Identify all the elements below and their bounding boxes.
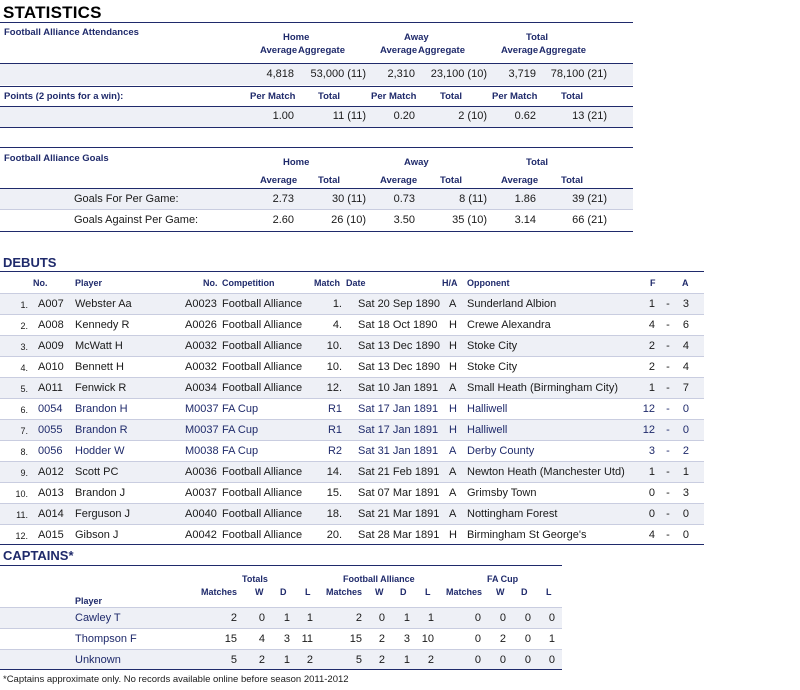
captains-player-header: Player [75, 596, 103, 606]
debut-player: Fenwick R [75, 382, 127, 394]
away-points-per-match: 0.20 [393, 110, 415, 122]
divider [0, 544, 704, 545]
away-per-match-header: Per Match [371, 91, 417, 102]
debut-comp: Football Alliance [222, 298, 303, 310]
goals-away-header: Away [404, 157, 429, 168]
table-row [0, 377, 704, 399]
debut-no: A011 [38, 382, 63, 394]
debut-match: 14. [326, 466, 342, 478]
debut-f: 0 [648, 508, 655, 520]
away-points-total: 2 (10) [458, 110, 487, 122]
debut-comp: FA Cup [222, 424, 259, 436]
debut-date: Sat 13 Dec 1890 [358, 340, 440, 352]
home-total-header: Total [318, 91, 340, 102]
debut-opp: Birmingham St George's [467, 529, 587, 541]
totals-group-header: Totals [242, 574, 268, 584]
debut-ha: H [449, 529, 457, 541]
captains-title: CAPTAINS* [3, 548, 74, 563]
debut-no: 0056 [38, 445, 63, 457]
debut-dash: - [666, 466, 670, 478]
debut-match: R1 [327, 403, 342, 415]
debut-f: 2 [648, 361, 655, 373]
col-no: No. [33, 278, 48, 288]
debut-ha: A [449, 508, 457, 520]
cup-w-header: W [496, 587, 505, 597]
captain-fa-l: 10 [421, 633, 434, 645]
divider [0, 271, 704, 272]
captain-cup-matches: 0 [474, 633, 481, 645]
totals-d-header: D [280, 587, 287, 597]
captain-t-matches: 2 [230, 612, 237, 624]
debut-a: 0 [682, 508, 689, 520]
captain-cup-matches: 0 [474, 612, 481, 624]
goals-total-header: Total [526, 157, 548, 168]
debut-ha: H [449, 424, 457, 436]
debut-mno: A0037 [185, 487, 217, 499]
debut-ha: A [449, 487, 457, 499]
debut-a: 3 [682, 487, 689, 499]
captain-player: Unknown [75, 654, 121, 666]
debut-a: 6 [682, 319, 689, 331]
goals-against-total-total: 66 (21) [572, 214, 607, 226]
goals-against-label: Goals Against Per Game: [74, 214, 199, 226]
debut-ha: H [449, 319, 457, 331]
home-agg: 53,000 (11) [310, 68, 366, 80]
debut-opp: Newton Heath (Manchester Utd) [467, 466, 625, 478]
debut-no: A014 [38, 508, 64, 520]
goals-for-away-total: 8 (11) [459, 193, 487, 205]
captain-t-d: 3 [283, 633, 290, 645]
debut-f: 1 [648, 298, 655, 310]
debut-idx: 12. [15, 531, 28, 541]
total-points-total: 13 (21) [572, 110, 607, 122]
table-row [0, 335, 704, 357]
col-date: Date [346, 278, 366, 288]
goals-total-avg-header: Average [501, 175, 539, 186]
debut-no: A013 [38, 487, 64, 499]
divider [0, 209, 633, 210]
captain-cup-l: 1 [548, 633, 555, 645]
debut-date: Sat 20 Sep 1890 [358, 298, 440, 310]
goals-for-away-avg: 0.73 [393, 193, 415, 205]
col-player: Player [75, 278, 103, 288]
captain-cup-l: 0 [548, 654, 555, 666]
debut-opp: Halliwell [467, 403, 508, 415]
debut-dash: - [666, 529, 670, 541]
divider [0, 231, 633, 232]
debut-comp: Football Alliance [222, 319, 303, 331]
table-row [0, 503, 704, 525]
debut-a: 4 [682, 340, 689, 352]
debut-f: 12 [642, 403, 655, 415]
debut-f: 2 [648, 340, 655, 352]
debut-match: 12. [326, 382, 342, 394]
fa-d-header: D [400, 587, 407, 597]
debut-comp: FA Cup [222, 445, 259, 457]
debut-opp: Stoke City [467, 340, 518, 352]
debut-dash: - [666, 382, 670, 394]
goals-home-header: Home [283, 157, 310, 168]
home-agg-header: Aggregate [298, 45, 345, 56]
debut-match: 10. [326, 340, 342, 352]
statistics-title: STATISTICS [3, 3, 102, 22]
captain-fa-matches: 2 [355, 612, 362, 624]
table-row [0, 356, 704, 378]
home-avg: 4,818 [266, 68, 294, 80]
captain-cup-w: 0 [499, 654, 506, 666]
home-header: Home [283, 32, 310, 43]
col-opponent: Opponent [467, 278, 510, 288]
totals-l-header: L [305, 587, 311, 597]
table-row [0, 293, 704, 315]
away-avg: 2,310 [387, 68, 415, 80]
debut-match: 10. [326, 361, 342, 373]
debut-dash: - [666, 508, 670, 520]
debut-comp: Football Alliance [222, 466, 303, 478]
captain-fa-d: 1 [403, 654, 410, 666]
debut-date: Sat 31 Jan 1891 [358, 445, 439, 457]
fa-group-header: Football Alliance [343, 574, 415, 584]
debut-dash: - [666, 340, 670, 352]
debut-match: 15. [326, 487, 342, 499]
debut-dash: - [666, 361, 670, 373]
debut-match: R2 [327, 445, 342, 457]
debut-comp: Football Alliance [222, 361, 303, 373]
debut-comp: Football Alliance [222, 508, 303, 520]
table-row [0, 524, 704, 546]
total-points-per-match: 0.62 [514, 110, 536, 122]
debut-idx: 7. [20, 426, 28, 436]
debut-player: Scott PC [75, 466, 119, 478]
debut-comp: Football Alliance [222, 487, 303, 499]
debut-f: 3 [648, 445, 655, 457]
goals-against-away-avg: 3.50 [393, 214, 415, 226]
debut-a: 4 [682, 361, 689, 373]
debut-date: Sat 07 Mar 1891 [358, 487, 440, 499]
debut-player: Brandon R [75, 424, 128, 436]
col-match-no: No. [203, 278, 218, 288]
totals-w-header: W [255, 587, 264, 597]
debut-no: A007 [38, 298, 64, 310]
home-avg-header: Average [260, 45, 298, 56]
goals-against-home-avg: 2.60 [272, 214, 294, 226]
captain-fa-w: 2 [378, 633, 385, 645]
away-header: Away [404, 32, 429, 43]
debut-opp: Crewe Alexandra [467, 319, 551, 331]
debut-player: Webster Aa [75, 298, 132, 310]
debuts-title: DEBUTS [3, 255, 57, 270]
debut-date: Sat 21 Mar 1891 [358, 508, 440, 520]
debut-dash: - [666, 298, 670, 310]
debut-idx: 1. [20, 300, 28, 310]
col-f: F [650, 278, 656, 288]
captain-row [0, 649, 562, 670]
home-per-match-header: Per Match [250, 91, 296, 102]
debut-a: 0 [682, 424, 689, 436]
home-points-per-match: 1.00 [272, 110, 294, 122]
debut-ha: A [449, 466, 457, 478]
captain-fa-l: 1 [427, 612, 434, 624]
captain-row [0, 628, 562, 649]
fa-w-header: W [375, 587, 384, 597]
goals-for-total-avg: 1.86 [514, 193, 536, 205]
captain-t-matches: 5 [230, 654, 237, 666]
captains-footnote: *Captains approximate only. No records available online before season 2011-2012 [3, 674, 349, 685]
debut-player: Bennett H [75, 361, 124, 373]
goals-home-avg-header: Average [260, 175, 298, 186]
captain-t-w: 0 [258, 612, 265, 624]
debut-idx: 8. [20, 447, 28, 457]
debut-a: 0 [682, 529, 689, 541]
debut-idx: 2. [20, 321, 28, 331]
col-competition: Competition [222, 278, 275, 288]
debut-idx: 11. [16, 510, 28, 520]
debut-player: Hodder W [75, 445, 125, 457]
cup-l-header: L [546, 587, 552, 597]
captain-player: Thompson F [75, 633, 137, 645]
fa-l-header: L [425, 587, 431, 597]
debut-mno: A0034 [185, 382, 217, 394]
debut-opp: Nottingham Forest [467, 508, 558, 520]
debut-date: Sat 13 Dec 1890 [358, 361, 440, 373]
captain-cup-l: 0 [548, 612, 555, 624]
table-row [0, 482, 704, 504]
debut-dash: - [666, 445, 670, 457]
col-ha: H/A [442, 278, 458, 288]
captain-t-d: 1 [283, 612, 290, 624]
captain-fa-matches: 15 [349, 633, 362, 645]
captain-fa-matches: 5 [355, 654, 362, 666]
debut-opp: Grimsby Town [467, 487, 537, 499]
debut-a: 7 [682, 382, 689, 394]
goals-home-total-header: Total [318, 175, 340, 186]
cup-d-header: D [521, 587, 528, 597]
divider [0, 127, 633, 128]
debut-opp: Derby County [467, 445, 535, 457]
captain-fa-d: 1 [403, 612, 410, 624]
table-row [0, 398, 704, 420]
divider [0, 147, 633, 148]
debut-mno: A0032 [185, 340, 217, 352]
debut-date: Sat 18 Oct 1890 [358, 319, 438, 331]
goals-away-avg-header: Average [380, 175, 418, 186]
debut-f: 4 [648, 319, 655, 331]
debut-player: Brandon J [75, 487, 126, 499]
debut-ha: H [449, 340, 457, 352]
goals-against-total-avg: 3.14 [514, 214, 536, 226]
debut-mno: A0036 [185, 466, 217, 478]
table-row [0, 440, 704, 462]
goals-against-away-total: 35 (10) [452, 214, 487, 226]
debut-mno: A0032 [185, 361, 217, 373]
debut-mno: A0026 [185, 319, 217, 331]
debut-match: 20. [326, 529, 342, 541]
debut-player: Kennedy R [75, 319, 130, 331]
debut-idx: 9. [20, 468, 28, 478]
debut-player: Brandon H [75, 403, 128, 415]
debut-match: 1. [332, 298, 342, 310]
captain-cup-matches: 0 [474, 654, 481, 666]
goals-for-label: Goals For Per Game: [74, 193, 179, 205]
table-row [0, 461, 704, 483]
captain-t-matches: 15 [224, 633, 237, 645]
fa-matches-header: Matches [326, 587, 363, 597]
debut-mno: M0037 [185, 403, 219, 415]
debut-ha: A [449, 382, 457, 394]
debut-match: R1 [327, 424, 342, 436]
total-agg-header: Aggregate [539, 45, 586, 56]
goals-for-home-avg: 2.73 [272, 193, 294, 205]
total-per-match-header: Per Match [492, 91, 538, 102]
debut-mno: A0023 [185, 298, 217, 310]
captain-t-w: 2 [258, 654, 265, 666]
debut-f: 1 [648, 466, 655, 478]
total-avg-header: Average [501, 45, 539, 56]
debut-opp: Stoke City [467, 361, 518, 373]
captain-cup-d: 0 [524, 612, 531, 624]
divider [0, 22, 633, 23]
debut-mno: M0037 [185, 424, 219, 436]
total-agg: 78,100 (21) [550, 68, 607, 80]
away-total-header: Total [440, 91, 462, 102]
debut-no: 0054 [38, 403, 63, 415]
debut-ha: H [449, 403, 457, 415]
debut-match: 18. [326, 508, 342, 520]
debut-a: 3 [682, 298, 689, 310]
goals-against-home-total: 26 (10) [331, 214, 366, 226]
divider [0, 669, 562, 670]
captain-fa-l: 2 [427, 654, 434, 666]
captain-fa-d: 3 [403, 633, 410, 645]
debut-comp: FA Cup [222, 403, 259, 415]
debut-no: 0055 [38, 424, 63, 436]
col-match: Match [314, 278, 341, 288]
captain-cup-w: 2 [499, 633, 506, 645]
debut-f: 4 [648, 529, 655, 541]
captain-fa-w: 2 [378, 654, 385, 666]
debut-idx: 10. [15, 489, 28, 499]
away-agg: 23,100 (10) [430, 68, 487, 80]
debut-match: 4. [332, 319, 342, 331]
debut-dash: - [666, 424, 670, 436]
captain-t-l: 2 [306, 654, 313, 666]
captain-row [0, 607, 562, 628]
total-avg: 3,719 [508, 68, 536, 80]
debut-comp: Football Alliance [222, 340, 303, 352]
debut-date: Sat 28 Mar 1891 [358, 529, 440, 541]
divider [0, 565, 562, 566]
captain-cup-d: 0 [524, 633, 531, 645]
debut-no: A009 [38, 340, 64, 352]
cup-group-header: FA Cup [487, 574, 519, 584]
debut-dash: - [666, 487, 670, 499]
debut-dash: - [666, 403, 670, 415]
total-header: Total [526, 32, 548, 43]
totals-matches-header: Matches [201, 587, 238, 597]
captain-t-l: 1 [306, 612, 313, 624]
debut-idx: 4. [20, 363, 28, 373]
debut-no: A012 [38, 466, 64, 478]
debut-f: 0 [648, 487, 655, 499]
debut-player: McWatt H [75, 340, 123, 352]
captain-player: Cawley T [75, 612, 121, 624]
debut-ha: H [449, 361, 457, 373]
away-avg-header: Average [380, 45, 418, 56]
debut-mno: M0038 [185, 445, 219, 457]
debut-date: Sat 10 Jan 1891 [358, 382, 439, 394]
points-label: Points (2 points for a win): [4, 91, 124, 102]
debut-date: Sat 21 Feb 1891 [358, 466, 440, 478]
captain-t-d: 1 [283, 654, 290, 666]
debut-comp: Football Alliance [222, 529, 303, 541]
captain-t-l: 11 [301, 633, 313, 645]
goals-label: Football Alliance Goals [4, 153, 109, 164]
debut-a: 2 [682, 445, 689, 457]
goals-total-total-header: Total [561, 175, 583, 186]
attendance-label: Football Alliance Attendances [4, 27, 139, 38]
goals-for-total-total: 39 (21) [572, 193, 607, 205]
debut-date: Sat 17 Jan 1891 [358, 403, 439, 415]
captain-cup-d: 0 [524, 654, 531, 666]
captain-t-w: 4 [258, 633, 265, 645]
debut-a: 1 [682, 466, 689, 478]
debut-date: Sat 17 Jan 1891 [358, 424, 439, 436]
debut-a: 0 [682, 403, 689, 415]
table-row [0, 314, 704, 336]
col-a: A [682, 278, 689, 288]
away-agg-header: Aggregate [418, 45, 465, 56]
debut-ha: A [449, 445, 457, 457]
debut-f: 1 [648, 382, 655, 394]
debut-no: A015 [38, 529, 64, 541]
debut-idx: 3. [20, 342, 28, 352]
debut-opp: Small Heath (Birmingham City) [467, 382, 618, 394]
debut-idx: 5. [20, 384, 28, 394]
debut-player: Gibson J [75, 529, 119, 541]
debut-ha: A [449, 298, 457, 310]
cup-matches-header: Matches [446, 587, 483, 597]
debut-mno: A0040 [185, 508, 217, 520]
debut-no: A008 [38, 319, 64, 331]
debut-opp: Sunderland Albion [467, 298, 557, 310]
debut-mno: A0042 [185, 529, 217, 541]
debut-comp: Football Alliance [222, 382, 303, 394]
goals-for-home-total: 30 (11) [331, 193, 366, 205]
total-total-header: Total [561, 91, 583, 102]
divider [0, 86, 633, 87]
captain-fa-w: 0 [378, 612, 385, 624]
debut-opp: Halliwell [467, 424, 508, 436]
debut-player: Ferguson J [75, 508, 131, 520]
debut-idx: 6. [20, 405, 28, 415]
debut-no: A010 [38, 361, 64, 373]
debut-dash: - [666, 319, 670, 331]
table-row [0, 419, 704, 441]
debut-f: 12 [642, 424, 655, 436]
goals-away-total-header: Total [440, 175, 462, 186]
captain-cup-w: 0 [499, 612, 506, 624]
home-points-total: 11 (11) [332, 110, 366, 122]
